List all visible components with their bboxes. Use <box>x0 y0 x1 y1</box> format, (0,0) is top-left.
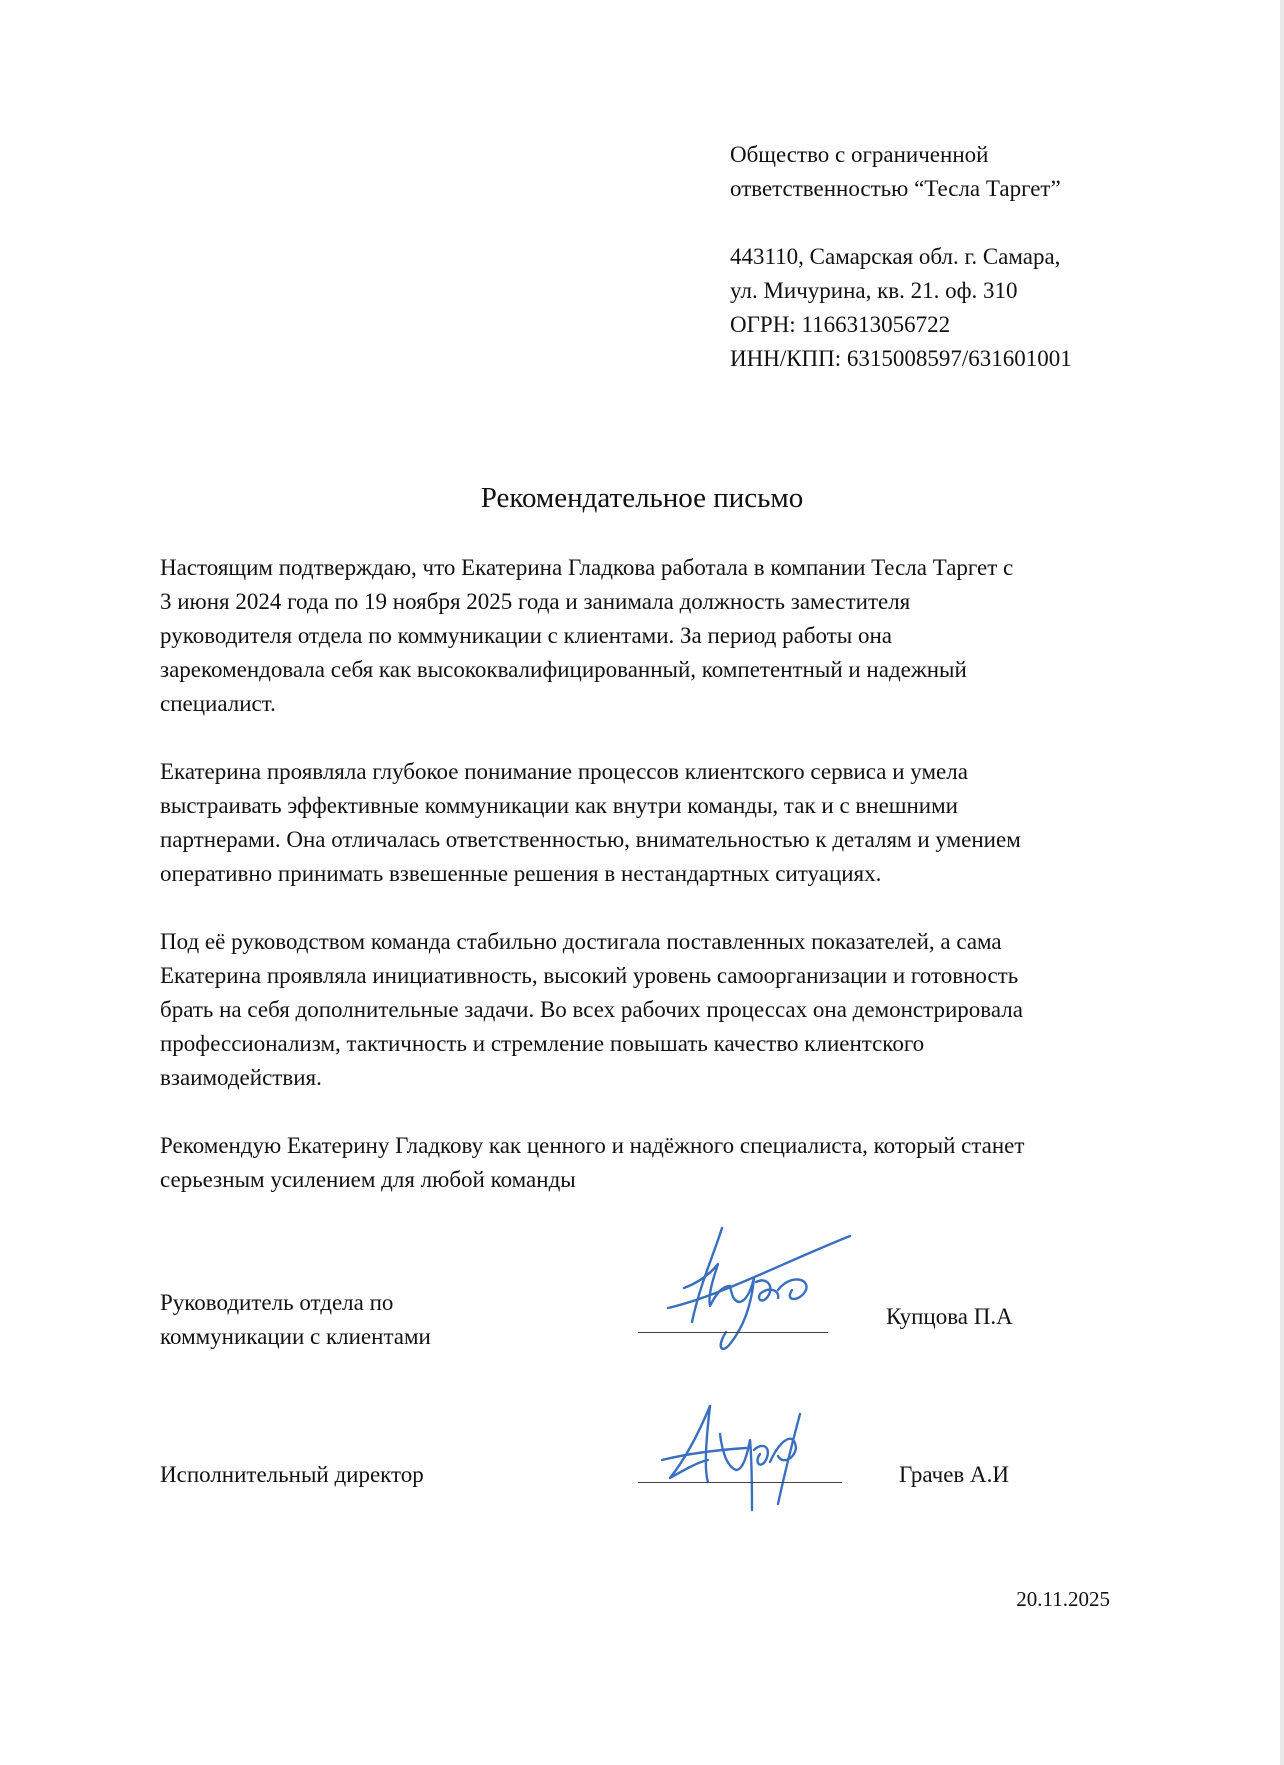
role-line: Исполнительный директор <box>160 1462 424 1487</box>
role-line: Руководитель отдела по <box>160 1290 394 1315</box>
paragraph-line: Екатерина проявляла глубокое понимание процессов клиентского сервиса и умела <box>160 759 968 784</box>
paragraph-line: Под её руководством команда стабильно достигала поставленных показателей, а сама <box>160 929 1002 954</box>
handwritten-signature-icon <box>660 1224 860 1364</box>
address-line-1: 443110, Самарская обл. г. Самара, <box>730 244 1061 269</box>
signature-underline <box>638 1332 828 1333</box>
signature-block-executive-director <box>160 1458 1120 1498</box>
paragraph-line: выстраивать эффективные коммуникации как внутри команды, так и с внешними <box>160 793 958 818</box>
signature-block-head-of-department <box>160 1286 1120 1349</box>
paragraph-4 <box>160 1129 1120 1197</box>
paragraph-line: руководителя отдела по коммуникации с клиентами. За период работы она <box>160 623 892 648</box>
letter-body <box>160 551 1120 1231</box>
paragraph-line: специалист. <box>160 691 276 716</box>
paragraph-3 <box>160 925 1120 1095</box>
paragraph-line: партнерами. Она отличалась ответственностью, внимательностью к деталям и умением <box>160 827 1021 852</box>
page-edge <box>1280 0 1284 1765</box>
paragraph-line: серьезным усилением для любой команды <box>160 1167 576 1192</box>
paragraph-line: взаимодействия. <box>160 1065 322 1090</box>
letter-date: 20.11.2025 <box>1016 1587 1110 1611</box>
letterhead <box>730 138 1210 376</box>
address-line-2: ул. Мичурина, кв. 21. оф. 310 <box>730 278 1018 303</box>
paragraph-2 <box>160 755 1120 891</box>
paragraph-line: Настоящим подтверждаю, что Екатерина Гладкова работала в компании Тесла Таргет с <box>160 555 1014 580</box>
paragraph-line: брать на себя дополнительные задачи. Во всех рабочих процессах она демонстрировала <box>160 997 1023 1022</box>
paragraph-line: оперативно принимать взвешенные решения в нестандартных ситуациях. <box>160 861 882 886</box>
letter-title: Рекомендательное письмо <box>480 482 804 514</box>
handwritten-signature-icon <box>656 1400 836 1540</box>
paragraph-line: профессионализм, тактичность и стремление повышать качество клиентского <box>160 1031 925 1056</box>
signatory-name: Купцова П.А <box>886 1304 1013 1329</box>
paragraph-line: Екатерина проявляла инициативность, высокий уровень самоорганизации и готовность <box>160 963 1019 988</box>
signature-underline <box>638 1482 842 1483</box>
signatory-name: Грачев А.И <box>899 1462 1009 1487</box>
ogrn: ОГРН: 1166313056722 <box>730 312 951 337</box>
paragraph-1 <box>160 551 1120 721</box>
paragraph-line: Рекомендую Екатерину Гладкову как ценного и надёжного специалиста, который станет <box>160 1133 1025 1158</box>
paragraph-line: 3 июня 2024 года по 19 ноября 2025 года и занимала должность заместителя <box>160 589 911 614</box>
inn-kpp: ИНН/КПП: 6315008597/631601001 <box>730 346 1072 371</box>
company-name-line-2: ответственностью “Тесла Таргет” <box>730 176 1061 201</box>
role-line: коммуникации с клиентами <box>160 1324 431 1349</box>
paragraph-line: зарекомендовала себя как высококвалифицированный, компетентный и надежный <box>160 657 967 682</box>
company-name-line-1: Общество с ограниченной <box>730 142 989 167</box>
